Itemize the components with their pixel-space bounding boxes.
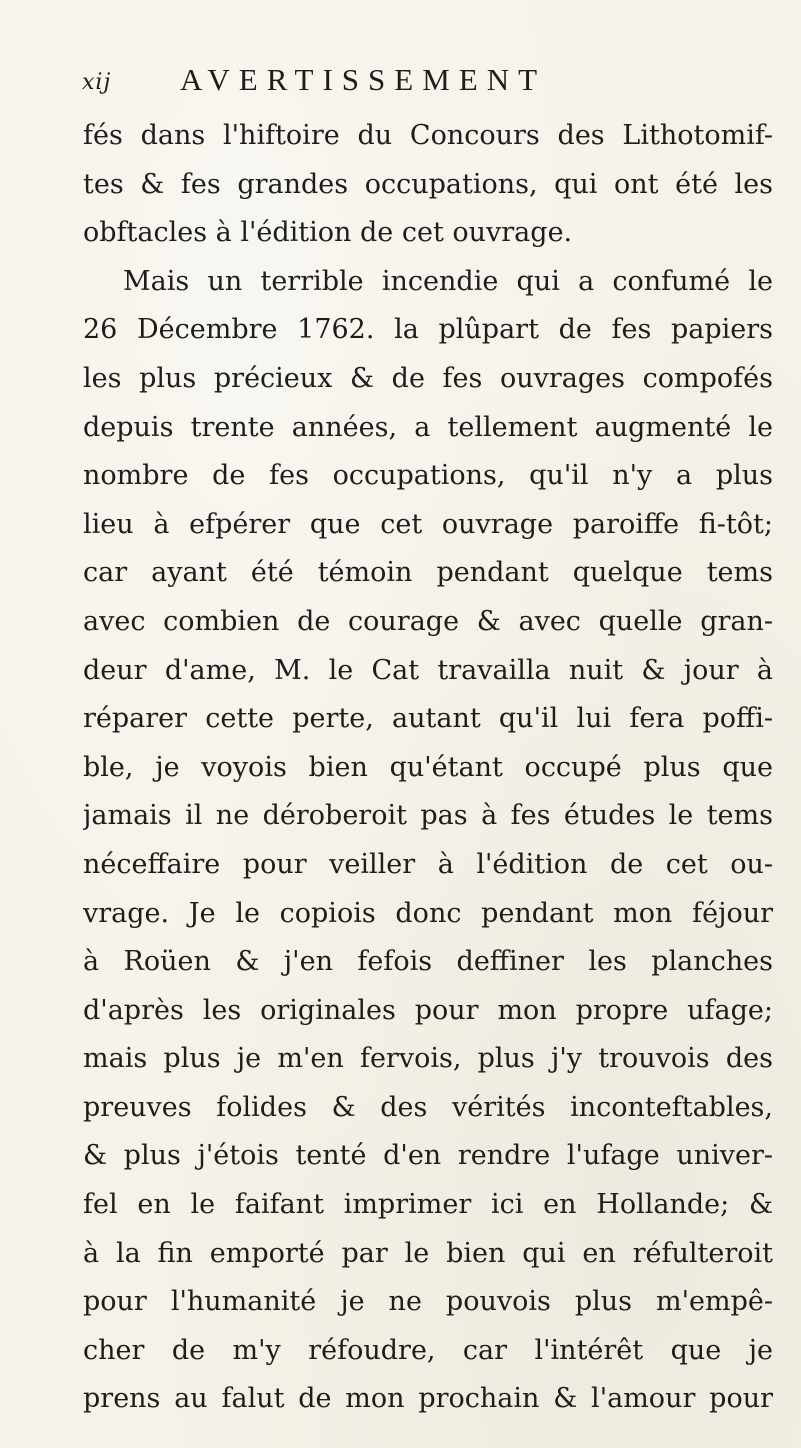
- text-line: vrage. Je le copiois donc pendant mon féjour: [83, 897, 773, 929]
- text-line: d'après les originales pour mon propre ufage;: [83, 994, 773, 1026]
- text-line: réparer cette perte, autant qu'il lui fera poffi-: [83, 703, 773, 735]
- text-line: prens au falut de mon prochain & l'amour pour: [83, 1383, 773, 1415]
- text-line: fel en le faifant imprimer ici en Hollande; &: [83, 1189, 773, 1221]
- page-header: [82, 62, 722, 102]
- text-line: tes & fes grandes occupations, qui ont été les: [83, 168, 773, 200]
- text-line: à Roüen & j'en fefois deffiner les planches: [83, 946, 773, 978]
- text-line: pour l'humanité je ne pouvois plus m'empê-: [83, 1286, 773, 1318]
- text-line: cher de m'y réfoudre, car l'intérêt que je: [83, 1334, 773, 1366]
- text-line: obftacles à l'édition de cet ouvrage.: [83, 217, 573, 249]
- text-line: mais plus je m'en fervois, plus j'y trouvois des: [83, 1043, 773, 1075]
- text-line: ble, je voyois bien qu'étant occupé plus que: [83, 751, 773, 783]
- text-line: depuis trente années, a tellement augmenté le: [83, 411, 773, 443]
- running-head: AVERTISSEMENT: [180, 62, 547, 97]
- text-line: lieu à efpérer que cet ouvrage paroiffe fi-tôt;: [83, 508, 773, 540]
- text-line: jamais il ne déroberoit pas à fes études le tems: [83, 800, 773, 832]
- text-line: néceffaire pour veiller à l'édition de cet ou-: [83, 848, 773, 880]
- paragraph-start-line: Mais un terrible incendie qui a confumé le: [123, 265, 773, 297]
- text-line: nombre de fes occupations, qu'il n'y a plus: [83, 460, 773, 492]
- text-line: à la fin emporté par le bien qui en réfulteroit: [83, 1237, 773, 1269]
- page-number: xij: [82, 70, 112, 95]
- text-line: 26 Décembre 1762. la plûpart de fes papiers: [83, 314, 773, 346]
- text-line: fés dans l'hiftoire du Concours des Lithotomif-: [83, 120, 773, 151]
- text-line: avec combien de courage & avec quelle gran-: [83, 605, 773, 637]
- text-line: & plus j'étois tenté d'en rendre l'ufage univer-: [83, 1140, 773, 1172]
- text-line: car ayant été témoin pendant quelque tems: [83, 557, 773, 589]
- text-line: les plus précieux & de fes ouvrages compofés: [83, 362, 773, 394]
- text-line: deur d'ame, M. le Cat travailla nuit & jour à: [83, 654, 773, 686]
- body-text: [83, 112, 773, 1424]
- text-line: preuves folides & des vérités inconteftables,: [83, 1091, 773, 1123]
